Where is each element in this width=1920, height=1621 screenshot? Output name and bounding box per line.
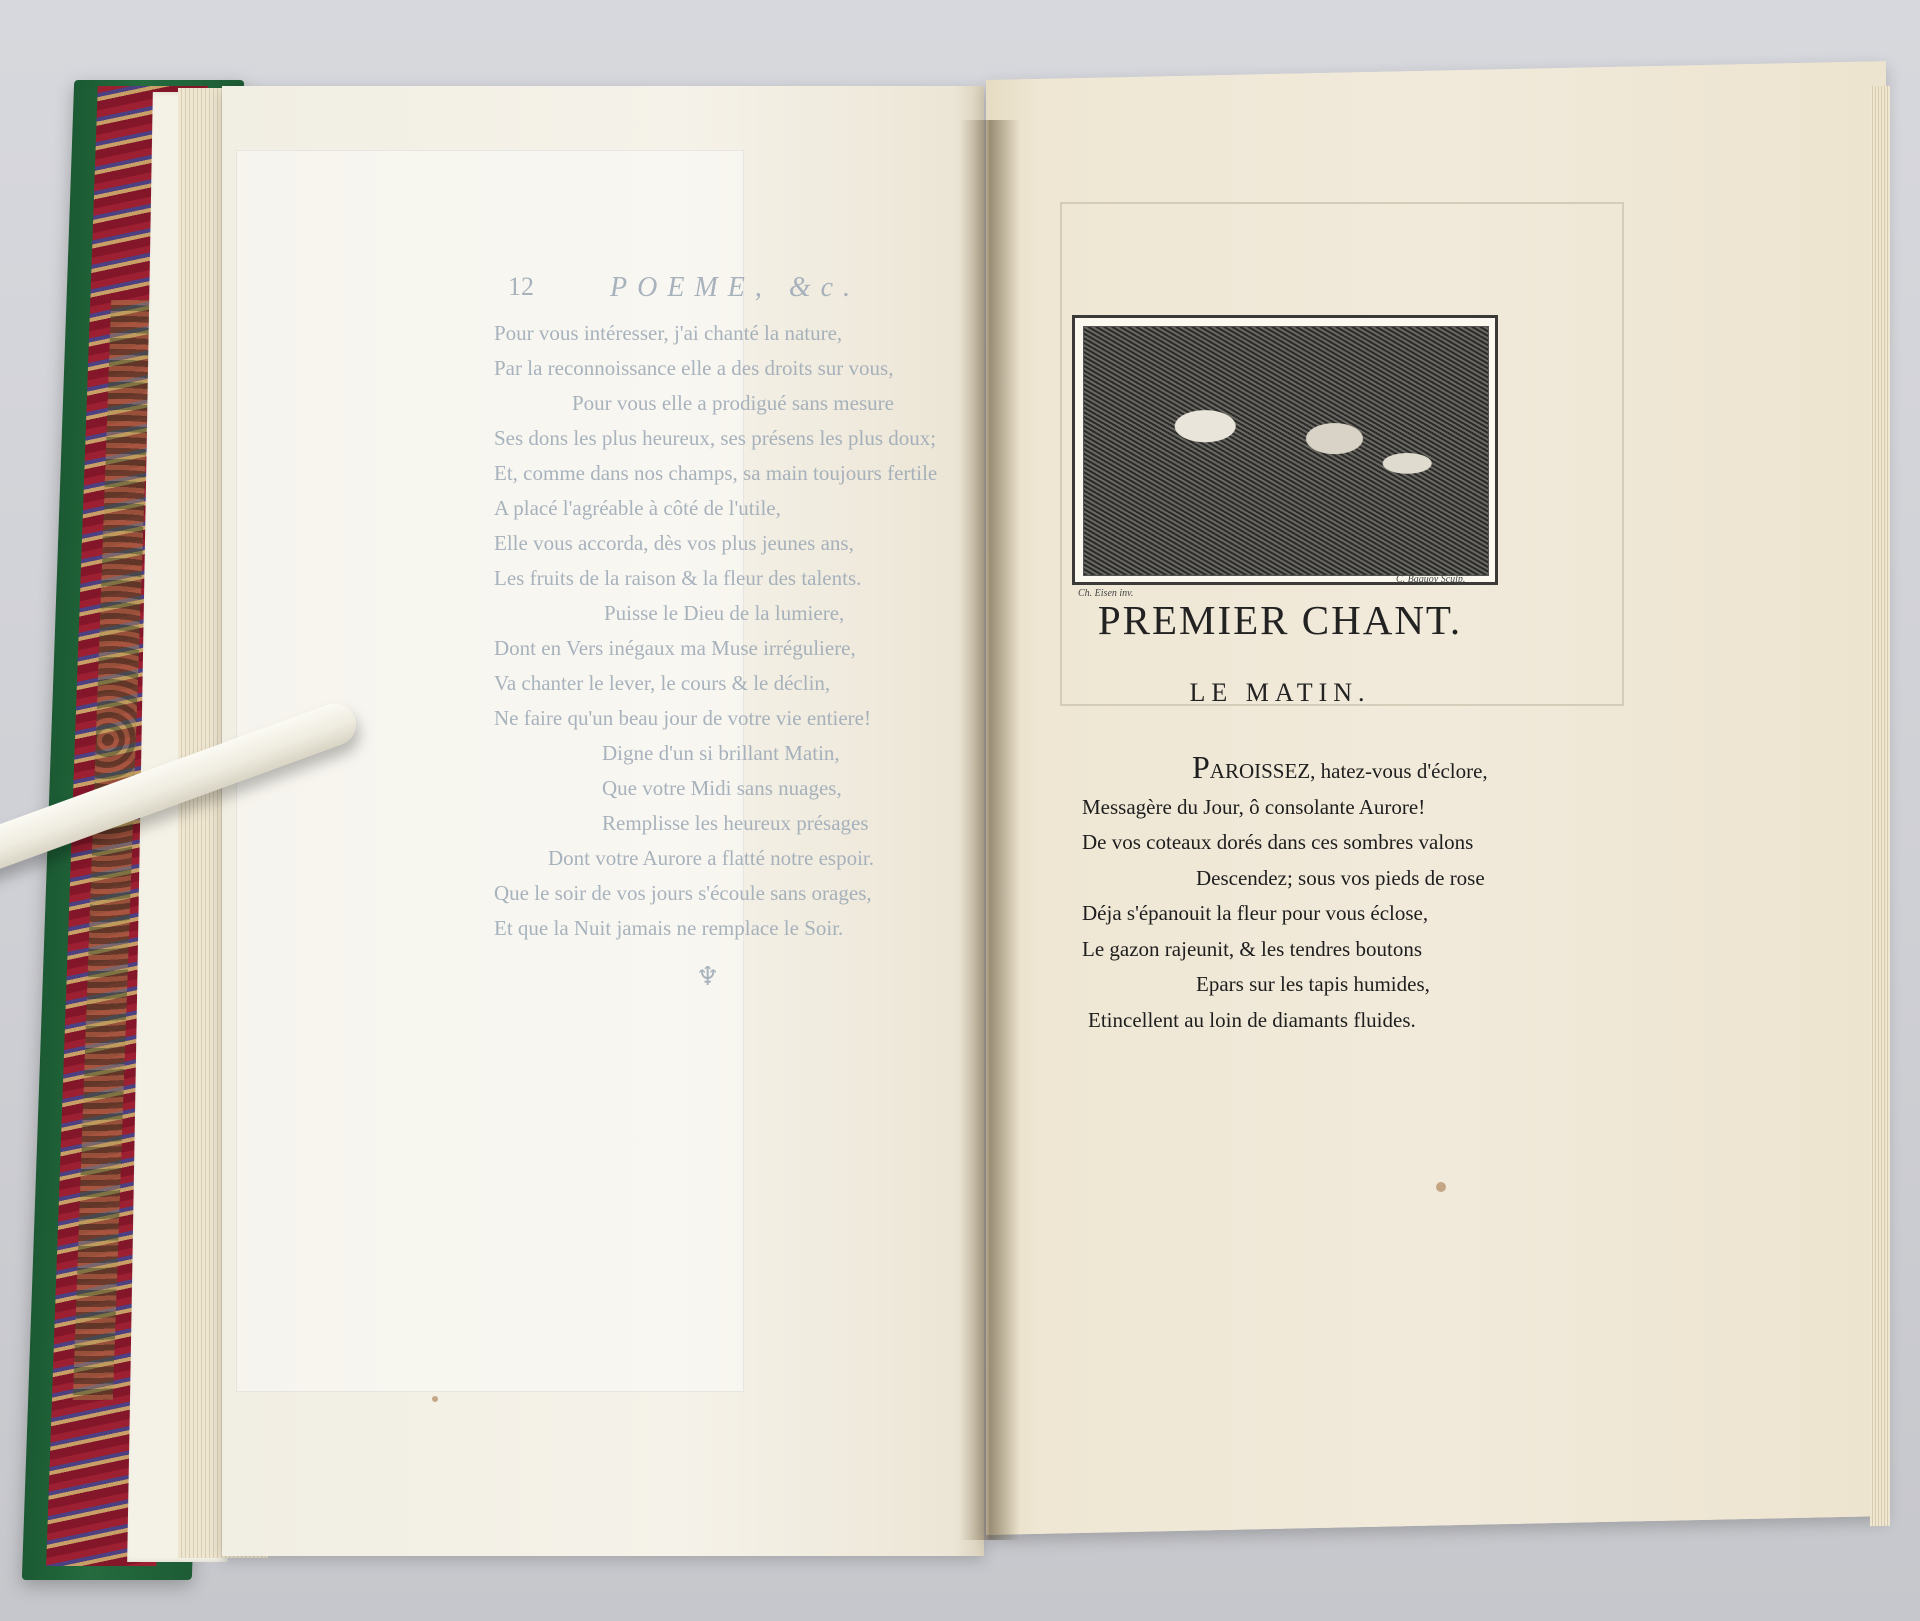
page-number: 12 (508, 272, 534, 301)
verse-line: Va chanter le lever, le cours & le déclin, (494, 671, 831, 695)
verse-line: Epars sur les tapis humides, (1196, 972, 1430, 996)
verse-line: Ses dons les plus heureux, ses présens les plus doux; (494, 426, 937, 450)
chapter-subtitle: LE MATIN. (1189, 678, 1371, 707)
foxing-spot (432, 1396, 438, 1402)
verse-line: Que votre Midi sans nuages, (602, 776, 842, 800)
verse-line-rest: AROISSEZ, hatez-vous d'éclore, (1209, 759, 1488, 783)
right-page-verse (1082, 750, 1562, 1038)
verse-first-line (1082, 750, 1562, 790)
verse-line: Dont en Vers inégaux ma Muse irréguliere, (494, 636, 856, 660)
drop-cap: P (1192, 749, 1210, 785)
verse-line: Ne faire qu'un beau jour de votre vie entiere! (494, 706, 871, 730)
verse-line: Descendez; sous vos pieds de rose (1196, 865, 1485, 890)
verse-line: Par la reconnoissance elle a des droits sur vous, (494, 356, 894, 380)
verse-line: Que le soir de vos jours s'écoule sans orages, (494, 881, 872, 905)
verse-line: Les fruits de la raison & la fleur des talents. (494, 566, 862, 590)
verse-line: Et, comme dans nos champs, sa main toujours fertile (494, 461, 938, 485)
engraving-credit-designer: Ch. Eisen inv. (1078, 588, 1134, 599)
foxing-spot (1436, 1182, 1446, 1192)
verse-line: Pour vous intéresser, j'ai chanté la nature, (494, 321, 843, 345)
verse-line: Et que la Nuit jamais ne remplace le Soir. (494, 916, 844, 940)
verse-line: A placé l'agréable à côté de l'utile, (494, 496, 781, 520)
verse-line: Pour vous elle a prodigué sans mesure (572, 391, 894, 415)
running-head: POEME, &c. (610, 272, 861, 303)
verse-line: Etincellent au loin de diamants fluides. (1088, 1007, 1416, 1032)
verse-line: Puisse le Dieu de la lumiere, (604, 601, 845, 625)
right-page-block-edge (1870, 86, 1890, 1526)
engraving-credit-engraver: C. Baquoy Sculp. (1396, 574, 1466, 585)
verse-line: Digne d'un si brillant Matin, (602, 741, 840, 765)
left-page-verse (494, 316, 954, 946)
verse-line: De vos coteaux dorés dans ces sombres valons (1082, 830, 1474, 854)
engraving-image (1083, 326, 1489, 576)
verse-line: Déja s'épanouit la fleur pour vous éclose, (1082, 901, 1429, 925)
verse-line: Le gazon rajeunit, & les tendres boutons (1082, 936, 1422, 961)
engraved-vignette (1072, 315, 1498, 585)
verse-line: Messagère du Jour, ô consolante Aurore! (1082, 794, 1426, 819)
ornament-icon: ♆ (696, 962, 720, 991)
verse-line: Elle vous accorda, dès vos plus jeunes ans, (494, 531, 854, 555)
verse-line: Remplisse les heureux présages (602, 811, 869, 835)
chapter-title: PREMIER CHANT. (1097, 597, 1463, 643)
book-gutter (960, 120, 1020, 1540)
verse-line: Dont votre Aurore a flatté notre espoir. (548, 846, 874, 870)
